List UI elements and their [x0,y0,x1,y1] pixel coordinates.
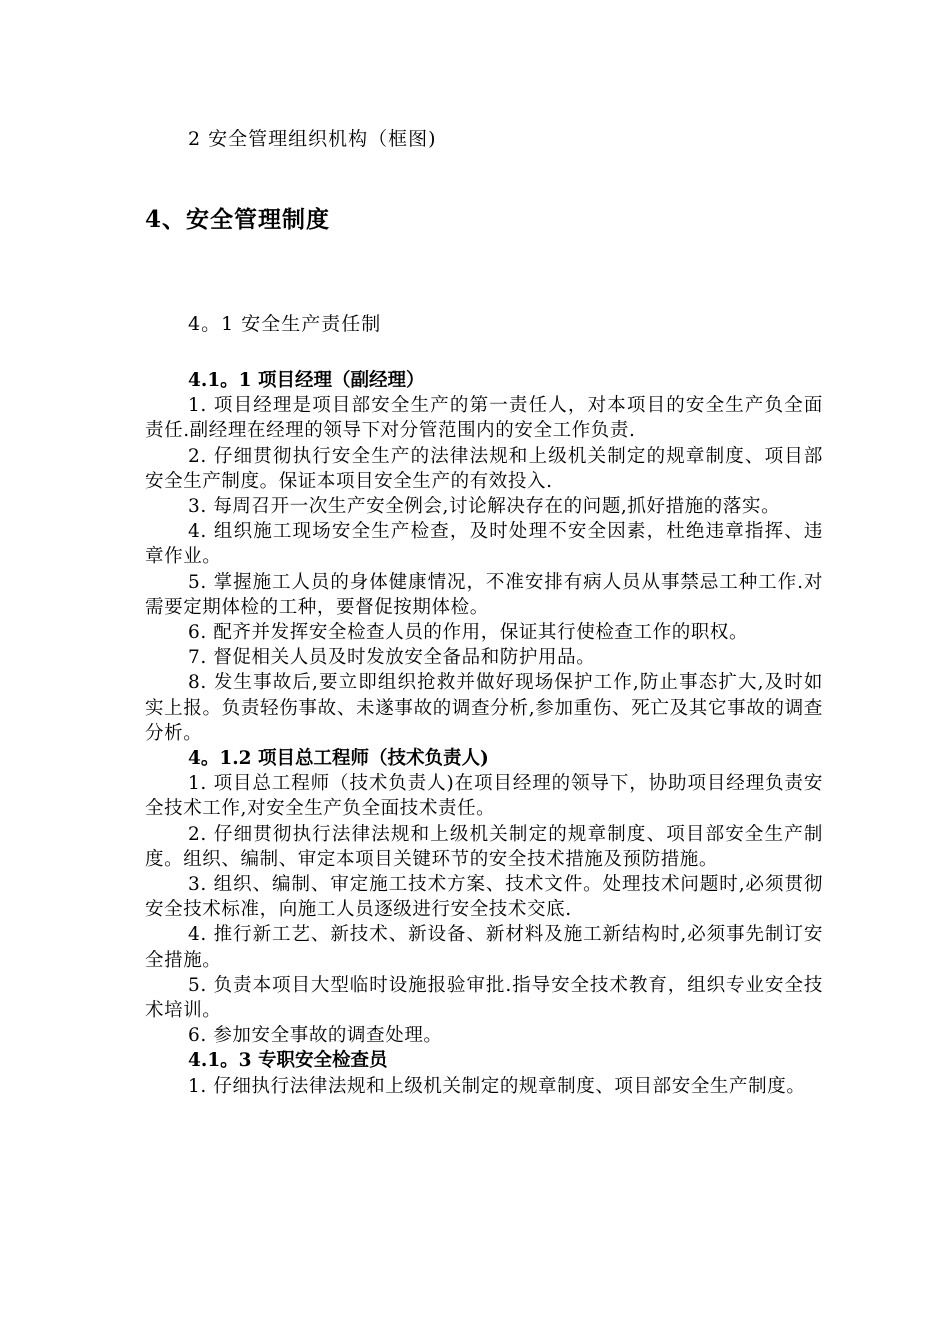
subsection-title-chief-engineer: 4。1.2 项目总工程师（技术负责人) [188,748,489,770]
paragraph: 4. 推行新工艺、新技术、新设备、新材料及施工新结构时,必须事先制订安全措施。 [145,924,823,971]
paragraph: 3. 每周召开一次生产安全例会,讨论解决存在的问题,抓好措施的落实。 [188,496,781,518]
paragraph: 8. 发生事故后,要立即组织抢救并做好现场保护工作,防止事态扩大,及时如实上报。负责轻伤事故、未遂事故的调查分析,参加重伤、死亡及其它事故的调查分析。 [145,672,823,744]
paragraph: 1. 项目总工程师（技术负责人)在项目经理的领导下，协助项目经理负责安全技术工作,对安全生产负全面技术责任。 [145,773,823,820]
paragraph: 1. 仔细执行法律法规和上级机关制定的规章制度、项目部安全生产制度。 [188,1075,806,1097]
org-chart-heading: 2 安全管理组织机构（框图) [188,128,437,150]
paragraph: 2. 仔细贯彻执行安全生产的法律法规和上级机关制定的规章制度、项目部安全生产制度。保证本项目安全生产的有效投入. [145,445,823,492]
paragraph: 5. 负责本项目大型临时设施报验审批.指导安全技术教育，组织专业安全技术培训。 [145,974,823,1022]
paragraph: 7. 督促相关人员及时发放安全备品和防护用品。 [188,647,596,669]
paragraph: 1. 项目经理是项目部安全生产的第一责任人，对本项目的安全生产负全面责任.副经理在经理的领导下对分管范围内的安全工作负责. [145,395,823,442]
paragraph: 6. 配齐并发挥安全检查人员的作用，保证其行使检查工作的职权。 [188,622,749,644]
paragraph: 3. 组织、编制、审定施工技术方案、技术文件。处理技术问题时,必须贯彻安全技术标准，向施工人员逐级进行安全技术交底. [145,874,823,921]
paragraph: 5. 掌握施工人员的身体健康情况，不准安排有病人员从事禁忌工种工作.对需要定期体检的工种，要督促按期体检。 [145,571,823,618]
section-heading: 4。1 安全生产责任制 [188,313,382,335]
subsection-title-safety-inspector: 4.1。3 专职安全检查员 [188,1050,388,1072]
paragraph: 2. 仔细贯彻执行法律法规和上级机关制定的规章制度、项目部安全生产制度。组织、编制、审定本项目关键环节的安全技术措施及预防措施。 [145,823,823,870]
document-body [145,368,823,1099]
chapter-heading: 4、安全管理制度 [145,206,331,233]
paragraph: 4. 组织施工现场安全生产检查，及时处理不安全因素，杜绝违章指挥、违章作业。 [145,521,823,568]
subsection-title-project-manager: 4.1。1 项目经理（副经理） [188,370,425,391]
paragraph: 6. 参加安全事故的调查处理。 [188,1025,443,1047]
